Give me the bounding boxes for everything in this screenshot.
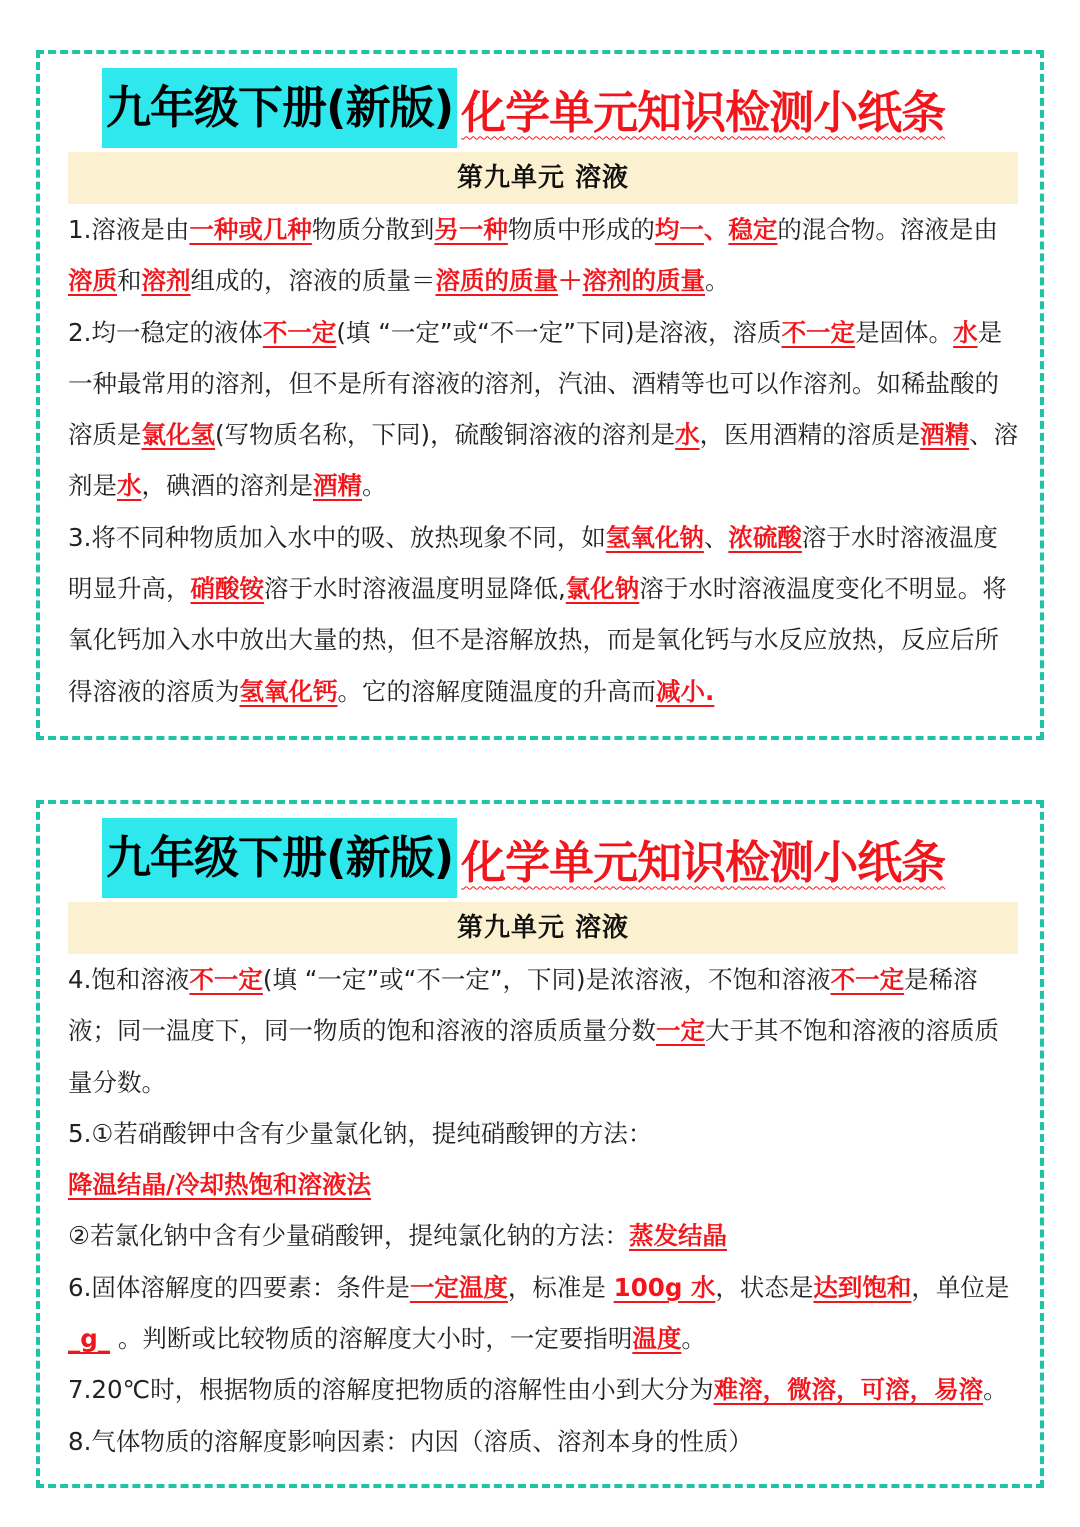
text: 5.①若硝酸钾中含有少量氯化钠，提纯硝酸钾的方法： [68, 1118, 653, 1148]
text: 溶于水时溶液温度明显降低, [264, 574, 566, 604]
answer: 一种或几种 [189, 215, 312, 244]
answer: 氢氧化钙 [239, 676, 338, 706]
answer: 一定 [656, 1016, 705, 1046]
answer: 100g 水 [613, 1272, 716, 1302]
unit-banner: 第九单元 溶液 [68, 152, 1018, 204]
answer: 不一定 [830, 965, 905, 994]
text: 。它的溶解度随温度的升高而 [337, 676, 656, 706]
answer: 溶质的质量 [435, 266, 558, 296]
text: ，单位是 [911, 1272, 1010, 1302]
paragraph-5b [68, 1210, 1020, 1261]
answer: 溶剂的质量 [582, 266, 705, 296]
text: ，标准是 [507, 1272, 614, 1302]
answer: 水 [675, 420, 700, 450]
answer: 温度 [632, 1324, 682, 1354]
unit-banner: 第九单元 溶液 [68, 902, 1018, 954]
text: 。 [362, 471, 387, 501]
text: 和 [117, 266, 142, 296]
answer: 水 [117, 471, 142, 501]
text: ，状态是 [715, 1272, 814, 1302]
answer: 一定温度 [409, 1272, 508, 1302]
text: 是固体。 [855, 317, 954, 347]
title-highlight: 九年级下册(新版) [102, 68, 457, 148]
text: 。 [681, 1324, 706, 1354]
note-card-1 [36, 50, 1044, 740]
text: (写物质名称，下同)，硫酸铜溶液的溶剂是 [215, 420, 676, 450]
text: 的混合物。溶液是由 [777, 215, 998, 244]
text: 物质分散到 [311, 215, 435, 244]
answer: 均一 [654, 215, 704, 244]
text: ②若氯化钠中含有少量硝酸钾，提纯氯化钠的方法： [68, 1221, 629, 1251]
answer: 蒸发结晶 [628, 1221, 727, 1251]
answer: 浓硫酸 [728, 522, 802, 552]
answer: 稳定 [728, 215, 778, 244]
paragraph-4 [68, 954, 1020, 1108]
text: 、溶剂是 [68, 420, 1019, 501]
text: 。 [705, 266, 730, 296]
text: 、 [703, 215, 729, 244]
answer: 溶剂 [141, 266, 191, 296]
text: 6.固体溶解度的四要素：条件是 [68, 1272, 410, 1302]
text: 物质中形成的 [507, 215, 655, 244]
paragraph-2 [68, 307, 1020, 512]
answer: 难溶，微溶，可溶，易溶 [713, 1375, 984, 1405]
paragraph-6 [68, 1262, 1020, 1365]
text: 8.气体物质的溶解度影响因素：内因（溶质、溶剂本身的性质） [68, 1426, 753, 1456]
text: (填 “一定”或“不一定”下同)是溶液，溶质 [336, 317, 782, 347]
text: 7.20℃时，根据物质的溶解度把物质的溶解性由小到大分为 [68, 1375, 714, 1405]
answer: 硝酸铵 [190, 574, 264, 604]
answer: 酒精 [313, 471, 362, 501]
text: (填 “一定”或“不一定”，下同)是浓溶液，不饱和溶液 [262, 965, 831, 994]
card-body [68, 204, 1020, 717]
answer: _g_ [68, 1324, 111, 1354]
text: 3.将不同种物质加入水中的吸、放热现象不同，如 [68, 522, 606, 552]
answer: 不一定 [189, 965, 263, 994]
card-body [68, 954, 1020, 1467]
card-title [102, 68, 1040, 148]
paragraph-5 [68, 1108, 1020, 1211]
text: ＋ [558, 266, 583, 296]
answer: 酒精 [920, 420, 970, 450]
answer: 溶质 [68, 266, 117, 296]
title-highlight: 九年级下册(新版) [102, 818, 457, 898]
text: 是一种最常用的溶剂，但不是所有溶液的溶剂，汽油、酒精等也可以作溶剂。如稀盐酸的溶质是 [68, 317, 1003, 450]
title-rest: 化学单元知识检测小纸条 [461, 85, 946, 139]
text: 溶于水时溶液温度明显升高， [68, 522, 998, 604]
answer: 氢氧化钠 [605, 522, 704, 552]
paragraph-8 [68, 1416, 1020, 1467]
answer: 不一定 [262, 317, 337, 347]
text: 溶于水时溶液温度变化不明显。将氧化钙加入水中放出大量的热，但不是溶解放热，而是氧化钙与水反应放热，反应后所得溶液的溶质为 [68, 574, 1007, 706]
text: 2.均一稳定的液体 [68, 317, 263, 347]
answer: 水 [953, 317, 978, 347]
paragraph-7 [68, 1364, 1020, 1415]
answer: 不一定 [781, 317, 856, 347]
answer: 另一种 [434, 215, 508, 244]
text: 。 [983, 1375, 1008, 1405]
text: 组成的，溶液的质量＝ [190, 266, 436, 296]
text: 大于其不饱和溶液的溶质质量分数。 [68, 1016, 999, 1097]
text: 。判断或比较物质的溶解度大小时，一定要指明 [110, 1324, 633, 1354]
answer: 降温结晶/冷却热饱和溶液法 [68, 1170, 371, 1200]
text: ，医用酒精的溶质是 [699, 420, 921, 450]
paragraph-3 [68, 512, 1020, 717]
paragraph-1 [68, 204, 1020, 307]
answer: 达到饱和 [813, 1272, 912, 1302]
card-title [102, 818, 1040, 898]
note-card-2 [36, 800, 1044, 1488]
title-rest: 化学单元知识检测小纸条 [461, 835, 946, 889]
text: ，碘酒的溶剂是 [141, 471, 313, 501]
answer: 氯化钠 [565, 574, 640, 604]
text: 1.溶液是由 [68, 215, 190, 244]
answer: 氯化氢 [141, 420, 215, 450]
text: 是稀溶液；同一温度下，同一物质的饱和溶液的溶质质量分数 [68, 965, 978, 1046]
text: 4.饱和溶液 [68, 965, 190, 994]
answer: 减小. [656, 676, 715, 706]
text: 、 [703, 522, 729, 552]
